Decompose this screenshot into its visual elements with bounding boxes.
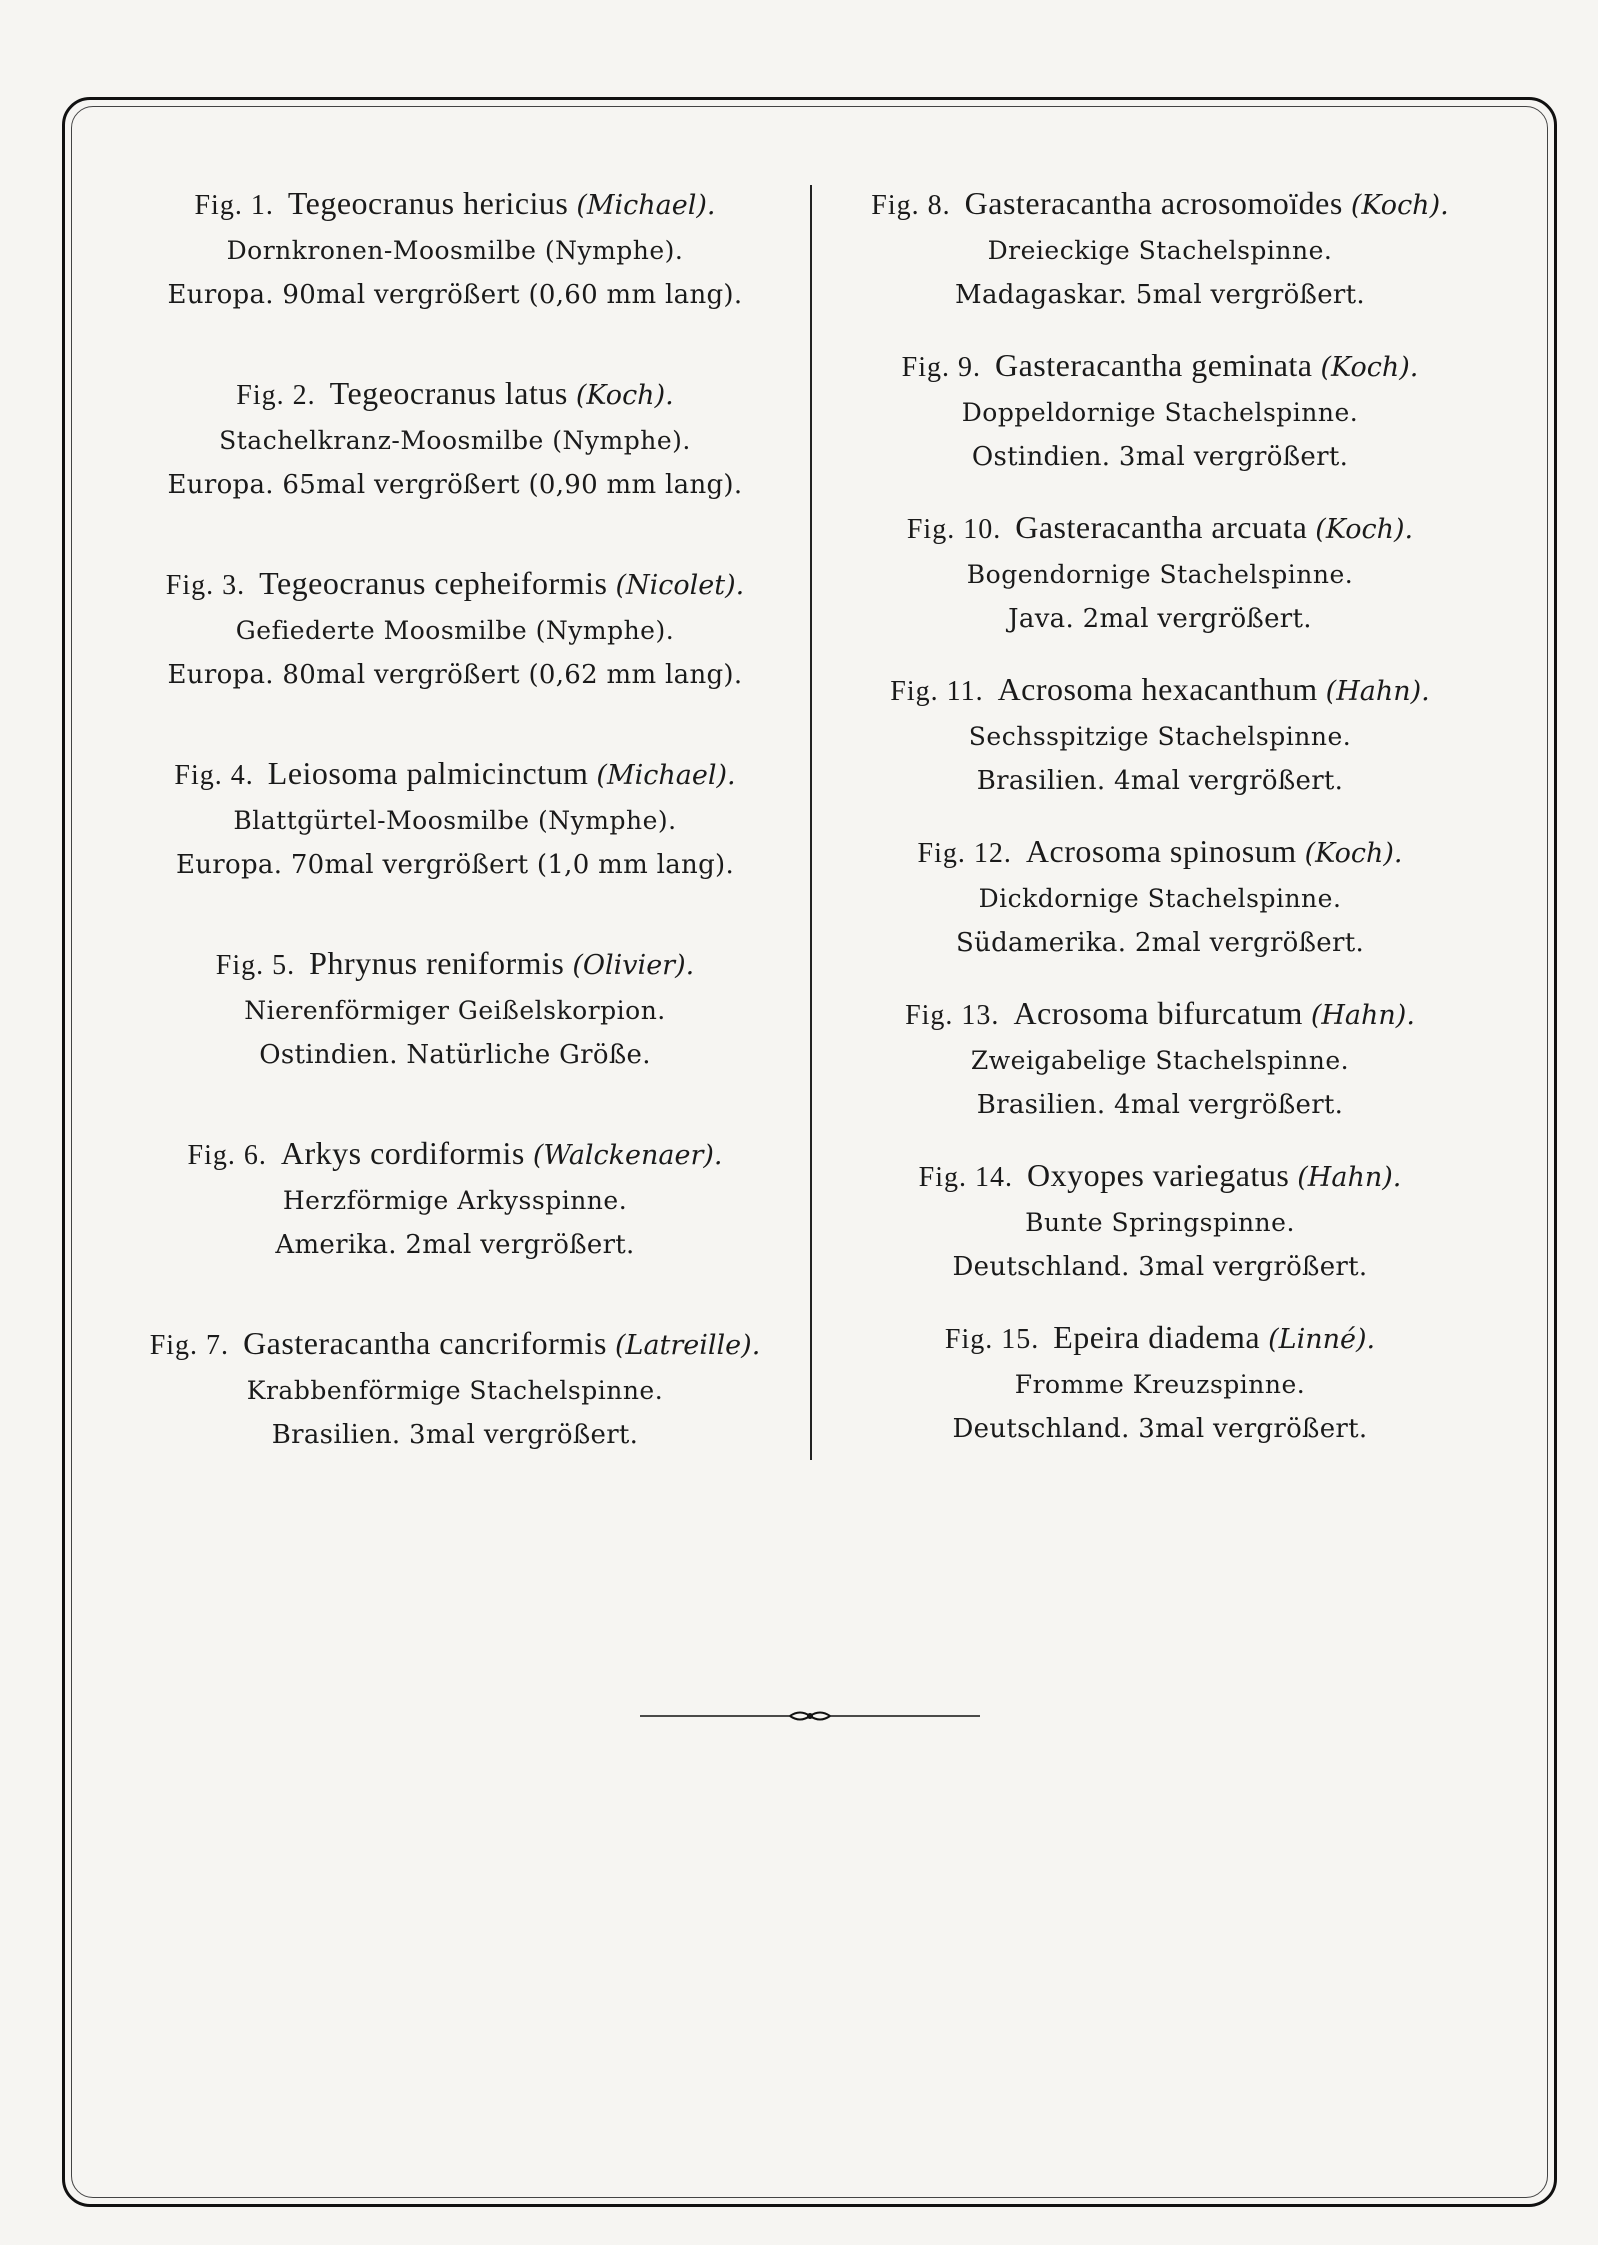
species-name: Tegeocranus hericius [287,185,569,221]
ornament-divider [640,1708,980,1724]
figure-number: Fig. 12. [917,838,1012,869]
figure-entry [120,940,790,1130]
species-name: Gasteracantha arcuata [1015,509,1308,545]
common-name: Bunte Springspinne. [1025,1208,1295,1237]
species-name: Acrosoma spinosum [1025,833,1297,869]
specimen-info: Ostindien. 3mal vergrößert. [971,442,1349,472]
common-name: Dornkronen-Moosmilbe (Nymphe). [226,236,684,265]
species-author: (Olivier). [572,950,695,981]
figure-entry [820,342,1500,504]
specimen-info: Europa. 65mal vergrößert (0,90 mm lang). [167,470,743,500]
species-name: Leiosoma palmicinctum [267,755,589,791]
common-name: Zweigabelige Stachelspinne. [970,1046,1350,1075]
species-author: (Koch). [1350,190,1449,221]
figure-entry [820,180,1500,342]
species-name: Tegeocranus cepheiformis [259,565,608,601]
species-name: Epeira diadema [1053,1319,1261,1355]
specimen-info: Südamerika. 2mal vergrößert. [955,928,1365,958]
species-author: (Michael). [596,760,736,791]
figure-entry [120,1320,790,1510]
figure-entry [820,504,1500,666]
specimen-info: Europa. 70mal vergrößert (1,0 mm lang). [175,850,735,880]
species-author: (Hahn). [1325,676,1430,707]
common-name: Dreieckige Stachelspinne. [987,236,1333,265]
species-author: (Latreille). [614,1330,761,1361]
figure-number: Fig. 10. [906,514,1002,545]
figure-entry [120,370,790,560]
specimen-info: Brasilien. 3mal vergrößert. [271,1420,639,1450]
species-author: (Michael). [576,190,716,221]
figure-number: Fig. 9. [901,352,981,383]
figure-number: Fig. 15. [944,1324,1040,1355]
figure-number: Fig. 6. [187,1140,267,1171]
figure-number: Fig. 13. [905,1000,1000,1031]
species-author: (Koch). [1315,514,1414,545]
common-name: Gefiederte Moosmilbe (Nymphe). [235,616,675,645]
species-name: Oxyopes variegatus [1027,1157,1290,1193]
figure-entry [820,1314,1500,1476]
common-name: Blattgürtel-Moosmilbe (Nymphe). [233,806,677,835]
common-name: Fromme Kreuzspinne. [1014,1370,1306,1399]
species-author: (Linné). [1268,1324,1376,1355]
figure-entry [820,1152,1500,1314]
common-name: Doppeldornige Stachelspinne. [961,398,1359,427]
figure-entry [820,828,1500,990]
common-name: Herzförmige Arkysspinne. [282,1186,628,1215]
figure-entry [120,750,790,940]
figure-entry [120,1130,790,1320]
specimen-info: Java. 2mal vergrößert. [1008,604,1312,634]
species-name: Phrynus reniformis [309,945,565,981]
right-column [820,180,1500,1476]
species-name: Acrosoma bifurcatum [1013,995,1303,1031]
species-author: (Walckenaer). [532,1140,723,1171]
figure-entry [120,560,790,750]
species-name: Acrosoma hexacanthum [997,671,1318,707]
species-name: Gasteracantha acrosomoïdes [964,185,1343,221]
species-name: Gasteracantha geminata [994,347,1313,383]
species-author: (Hahn). [1297,1162,1402,1193]
specimen-info: Brasilien. 4mal vergrößert. [976,1090,1344,1120]
figure-number: Fig. 3. [165,570,246,601]
species-name: Tegeocranus latus [329,375,568,411]
figure-number: Fig. 1. [194,190,274,221]
left-column [120,180,790,1510]
figure-number: Fig. 11. [890,676,984,707]
specimen-info: Amerika. 2mal vergrößert. [275,1230,635,1260]
species-author: (Hahn). [1310,1000,1415,1031]
common-name: Dickdornige Stachelspinne. [978,884,1342,913]
specimen-info: Deutschland. 3mal vergrößert. [952,1414,1368,1444]
common-name: Sechsspitzige Stachelspinne. [968,722,1352,751]
common-name: Bogendornige Stachelspinne. [966,560,1354,589]
common-name: Stachelkranz-Moosmilbe (Nymphe). [219,426,691,455]
figure-entry [820,990,1500,1152]
species-author: (Koch). [1320,352,1419,383]
specimen-info: Deutschland. 3mal vergrößert. [952,1252,1368,1282]
figure-number: Fig. 5. [215,950,296,981]
figure-number: Fig. 2. [236,380,316,411]
figure-number: Fig. 7. [149,1330,230,1361]
specimen-info: Europa. 90mal vergrößert (0,60 mm lang). [167,280,743,310]
figure-number: Fig. 4. [174,760,254,791]
common-name: Nierenförmiger Geißelskorpion. [244,996,666,1025]
species-author: (Nicolet). [615,570,745,601]
figure-entry [120,180,790,370]
figure-number: Fig. 8. [871,190,951,221]
species-name: Arkys cordiformis [280,1135,525,1171]
figure-number: Fig. 14. [918,1162,1013,1193]
specimen-info: Europa. 80mal vergrößert (0,62 mm lang). [167,660,743,690]
species-author: (Koch). [575,380,674,411]
common-name: Krabbenförmige Stachelspinne. [246,1376,664,1405]
species-name: Gasteracantha cancriformis [243,1325,607,1361]
figure-entry [820,666,1500,828]
specimen-info: Brasilien. 4mal vergrößert. [976,766,1344,796]
species-author: (Koch). [1304,838,1403,869]
specimen-info: Madagaskar. 5mal vergrößert. [955,280,1365,310]
specimen-info: Ostindien. Natürliche Größe. [259,1040,651,1070]
column-divider [810,185,812,1460]
